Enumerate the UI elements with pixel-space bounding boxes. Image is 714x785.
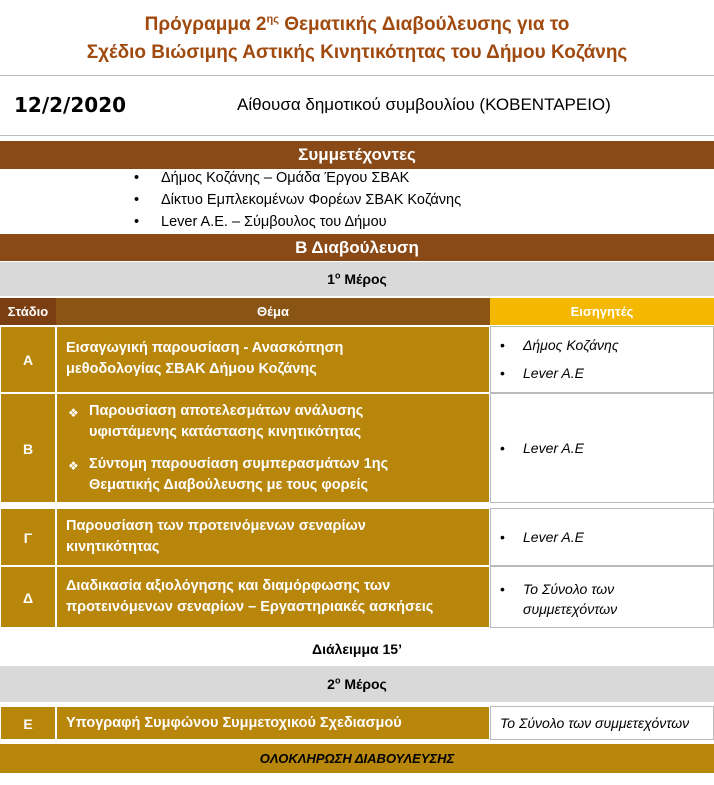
meta-row [0,80,714,136]
closing-row: ΟΛΟΚΛΗΡΩΣΗ ΔΙΑΒΟΥΛΕΥΣΗΣ [0,744,714,773]
speakers-b [490,393,714,503]
speakers-e: Το Σύνολο των συμμετεχόντων [490,706,714,740]
participants-heading: Συμμετέχοντες [0,141,714,169]
stage-a: Α [0,326,56,393]
part-1-heading: $1^o$ Μέρος [0,262,714,296]
header-topic: Θέμα [56,298,490,325]
topic-e: Υπογραφή Συμφώνου Συμμετοχικού Σχεδιασμού [56,706,490,740]
break-row: Διάλειμμα 15’ [0,633,714,665]
title-line-2: Σχέδιο Βιώσιμης Αστικής Κινητικότητας του Δήμου Κοζάνης [86,42,628,63]
speaker-item: • Το Σύνολο των συμμετεχόντων [491,579,617,619]
stage-b: Β [0,393,56,503]
participants-list [0,170,714,233]
topic-a: Εισαγωγική παρουσίαση - Ανασκόπηση μεθοδολογίας ΣΒΑΚ Δήμου Κοζάνης [56,326,490,393]
diamond-bullet-icon: ❖ [68,459,79,473]
stage-d: Δ [0,566,56,628]
topic-c: Παρουσίαση των προτεινόμενων σεναρίων κινητικότητας [56,508,490,566]
speakers-a [490,326,714,393]
speaker-item: • Lever A.E [491,440,584,456]
venue: Αίθουσα δημοτικού συμβουλίου (ΚΟΒΕΝΤΑΡΕΙΟ) [237,95,611,114]
speaker-item: • Δήμος Κοζάνης [491,337,619,353]
speaker-item: • Lever A.E [491,529,584,545]
participant-item: • Lever A.E. – Σύμβουλος του Δήμου [134,214,387,230]
stage-e: Ε [0,706,56,740]
date: 12/2/2020 [14,93,127,117]
stage-c: Γ [0,508,56,566]
header-stage: Στάδιο [0,298,56,325]
topic-d: Διαδικασία αξιολόγησης και διαμόρφωσης των προτεινόμενων σεναρίων – Εργαστηριακές ασκήσεις [56,566,490,628]
header-speakers: Εισηγητές [490,298,714,325]
participant-item: • Δίκτυο Εμπλεκομένων Φορέων ΣΒΑΚ Κοζάνης [134,192,461,208]
topic-b: ❖ Παρουσίαση αποτελεσμάτων ανάλυσης υφιστάμενης κατάστασης κινητικότητας ❖ Σύντομη παρουσίαση συμπερασμάτων 1ης Θεματικής Διαβούλευσης με τους φορείς [56,393,490,503]
document-title [0,0,714,76]
speaker-item: • Lever A.E [491,365,584,381]
title-line-1: Πρόγραμμα $2^{\eta\varsigma}$ Θεματικής Διαβούλευσης για το [144,13,570,35]
speakers-d [490,566,714,628]
speakers-c [490,508,714,566]
participant-item: • Δήμος Κοζάνης – Ομάδα Έργου ΣΒΑΚ [134,170,409,186]
section-heading: Β Διαβούλευση [0,234,714,261]
part-2-heading: $2^o$ Μέρος [0,666,714,702]
diamond-bullet-icon: ❖ [68,406,79,420]
